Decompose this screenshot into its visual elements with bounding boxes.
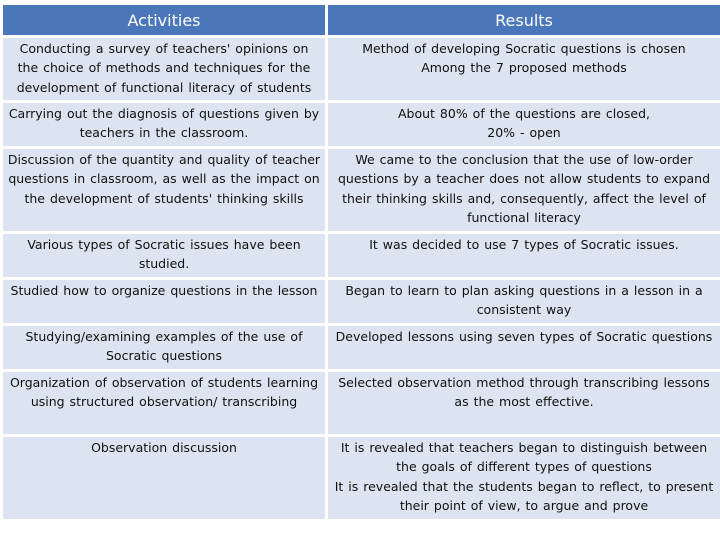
table-row	[3, 103, 720, 146]
table-row	[3, 372, 720, 434]
activity-cell: Discussion of the quantity and quality of teacher questions in classroom, as well as the impact on the development of students' thinking skills	[3, 149, 325, 231]
table-row	[3, 437, 720, 519]
header-row	[3, 5, 720, 35]
table-row	[3, 234, 720, 277]
result-line: Method of developing Socratic questions is chosen	[362, 41, 686, 56]
activity-cell: Studied how to organize questions in the lesson	[3, 280, 325, 323]
result-cell	[328, 326, 720, 369]
result-line: We came to the conclusion that the use of low-order questions by a teacher does not allow students to expand their thinking skills and, consequently, affect the level of functional literacy	[337, 152, 711, 226]
result-cell	[328, 437, 720, 519]
result-cell	[328, 103, 720, 146]
activity-cell: Various types of Socratic issues have been studied.	[3, 234, 325, 277]
activity-cell: Conducting a survey of teachers' opinions on the choice of methods and techniques for the development of functional literacy of students	[3, 38, 325, 100]
table-row	[3, 38, 720, 100]
header-results: Results	[328, 5, 720, 35]
result-line: Among the 7 proposed methods	[421, 60, 627, 76]
activity-cell: Studying/examining examples of the use of Socratic questions	[3, 326, 325, 369]
result-line: About 80% of the questions are closed,	[398, 106, 650, 121]
activity-cell: Organization of observation of students learning using structured observation/ transcribing	[3, 372, 325, 434]
result-cell	[328, 372, 720, 434]
result-cell	[328, 38, 720, 100]
table-row	[3, 149, 720, 231]
activities-results-table	[0, 2, 720, 522]
result-cell	[328, 234, 720, 277]
result-line: 20% - open	[487, 125, 561, 141]
result-cell	[328, 149, 720, 231]
table-row	[3, 280, 720, 323]
result-line: Developed lessons using seven types of Socratic questions	[335, 329, 713, 344]
result-line: Selected observation method through transcribing lessons as the most effective.	[338, 375, 710, 410]
header-activities: Activities	[3, 5, 325, 35]
result-line: Began to learn to plan asking questions in a lesson in a consistent way	[345, 283, 703, 318]
activity-cell: Observation discussion	[3, 437, 325, 519]
table-row	[3, 326, 720, 369]
result-line: It was decided to use 7 types of Socratic issues.	[369, 237, 679, 252]
result-line: It is revealed that teachers began to distinguish between the goals of different types of questions	[340, 440, 708, 475]
activity-cell: Carrying out the diagnosis of questions given by teachers in the classroom.	[3, 103, 325, 146]
result-cell	[328, 280, 720, 323]
result-line: It is revealed that the students began to reflect, to present their point of view, to argue and prove	[334, 478, 714, 514]
